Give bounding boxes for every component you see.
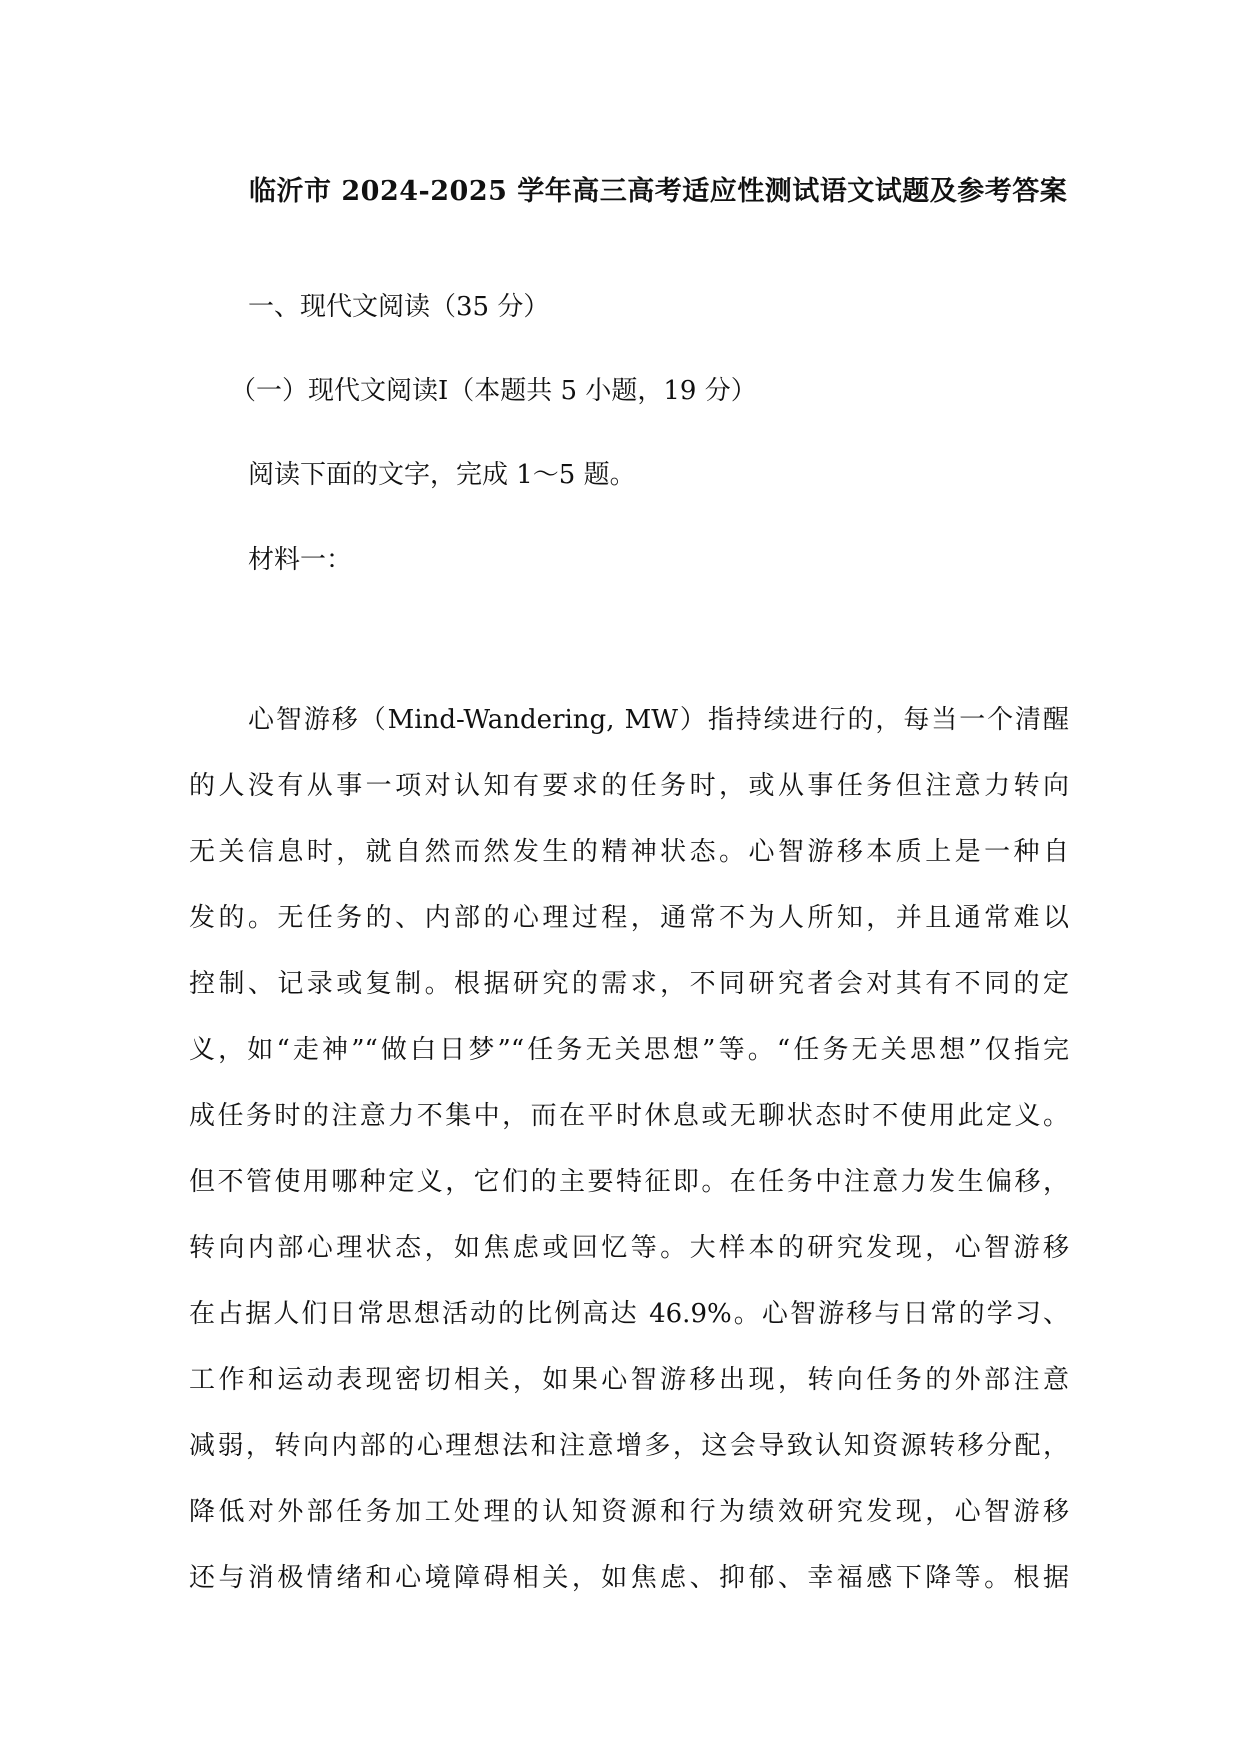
reading-instruction: 阅读下面的文字，完成 1～5 题。 <box>248 460 636 490</box>
paragraph-line: 心智游移（Mind-Wandering, MW）指持续进行的，每当一个清醒 <box>248 705 1069 735</box>
subsection-heading: （一）现代文阅读Ⅰ（本题共 5 小题，19 分） <box>230 376 757 406</box>
document-title: 临沂市 2024-2025 学年高三高考适应性测试语文试题及参考答案 <box>249 176 1068 207</box>
paragraph-line: 工作和运动表现密切相关，如果心智游移出现，转向任务的外部注意 <box>189 1365 1069 1395</box>
paragraph-line: 还与消极情绪和心境障碍相关，如焦虑、抑郁、幸福感下降等。根据 <box>189 1563 1069 1593</box>
paragraph-line: 成任务时的注意力不集中，而在平时休息或无聊状态时不使用此定义。 <box>189 1101 1069 1131</box>
paragraph-line: 在占据人们日常思想活动的比例高达 46.9%。心智游移与日常的学习、 <box>189 1299 1069 1329</box>
paragraph-line: 义，如“走神”“做白日梦”“任务无关思想”等。“任务无关思想”仅指完 <box>189 1035 1069 1065</box>
paragraph-line: 减弱，转向内部的心理想法和注意增多，这会导致认知资源转移分配， <box>189 1431 1069 1461</box>
paragraph-line: 转向内部心理状态，如焦虑或回忆等。大样本的研究发现，心智游移 <box>189 1233 1069 1263</box>
paragraph-line: 但不管使用哪种定义，它们的主要特征即。在任务中注意力发生偏移， <box>189 1167 1069 1197</box>
paragraph-line: 控制、记录或复制。根据研究的需求，不同研究者会对其有不同的定 <box>189 969 1069 999</box>
paragraph-line: 降低对外部任务加工处理的认知资源和行为绩效研究发现，心智游移 <box>189 1497 1069 1527</box>
paragraph-line: 无关信息时，就自然而然发生的精神状态。心智游移本质上是一种自 <box>189 837 1069 867</box>
paragraph-line: 的人没有从事一项对认知有要求的任务时，或从事任务但注意力转向 <box>189 771 1069 801</box>
material-label: 材料一： <box>248 545 353 575</box>
material-paragraph <box>189 700 1069 1624</box>
section-heading: 一、现代文阅读（35 分） <box>248 292 550 322</box>
paragraph-line: 发的。无任务的、内部的心理过程，通常不为人所知，并且通常难以 <box>189 903 1069 933</box>
